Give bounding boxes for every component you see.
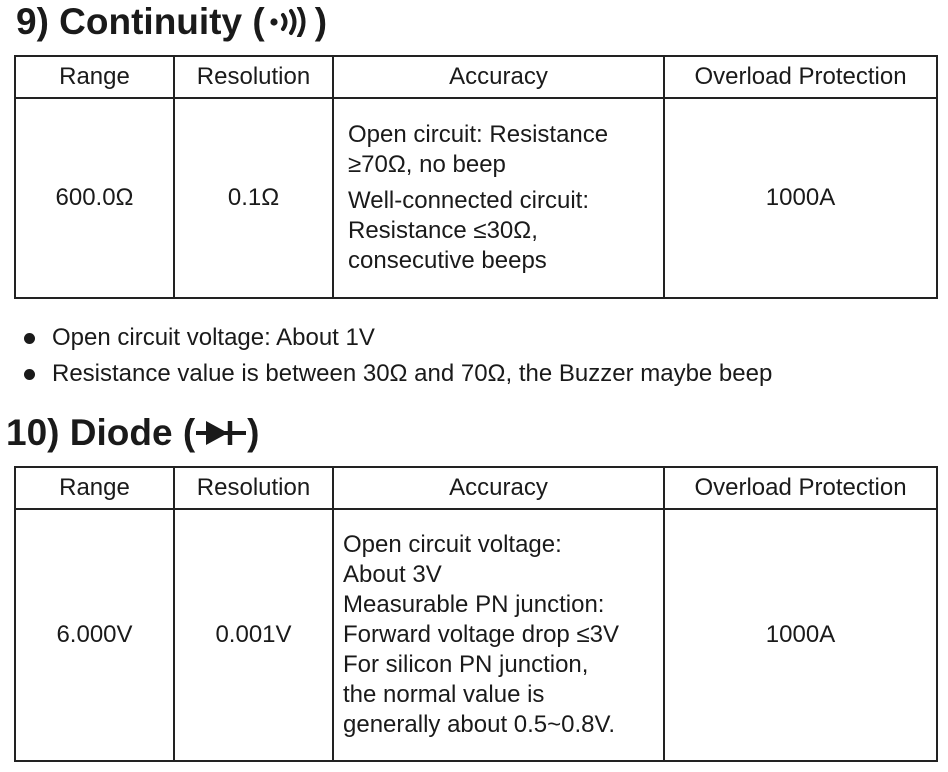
accuracy-line: consecutive beeps — [348, 247, 547, 274]
accuracy-line: About 3V — [343, 561, 442, 588]
accuracy-line: Well-connected circuit: — [348, 187, 589, 214]
header-resolution: Resolution — [174, 56, 333, 98]
note-text: Open circuit voltage: About 1V — [52, 324, 375, 351]
cell-resolution: 0.1Ω — [174, 98, 333, 298]
accuracy-line: Open circuit: Resistance — [348, 121, 609, 148]
list-item — [22, 320, 772, 356]
table-row — [15, 98, 937, 298]
cell-accuracy — [333, 98, 664, 298]
bullet-icon — [24, 333, 35, 344]
note-text: Resistance value is between 30Ω and 70Ω, the Buzzer maybe beep — [52, 360, 773, 387]
cell-range: 600.0Ω — [15, 98, 174, 298]
cell-overload: 1000A — [664, 509, 937, 761]
accuracy-line: Forward voltage drop ≤3V — [343, 621, 619, 648]
header-accuracy: Accuracy — [333, 467, 664, 509]
accuracy-line: For silicon PN junction, — [343, 651, 589, 678]
header-range: Range — [15, 467, 174, 509]
continuity-heading — [16, 0, 327, 44]
cell-resolution: 0.001V — [174, 509, 333, 761]
list-item — [22, 356, 772, 392]
diode-heading-close: ) — [247, 412, 260, 453]
header-overload-protection: Overload Protection — [664, 467, 937, 509]
cell-range: 6.000V — [15, 509, 174, 761]
diode-spec-table — [14, 466, 938, 762]
continuity-heading-text: 9) Continuity ( — [16, 1, 265, 42]
header-accuracy: Accuracy — [333, 56, 664, 98]
header-range: Range — [15, 56, 174, 98]
table-header-row — [15, 467, 937, 509]
cell-accuracy — [333, 509, 664, 761]
accuracy-line: the normal value is — [343, 681, 545, 708]
diode-icon — [196, 418, 246, 448]
accuracy-line: generally about 0.5~0.8V. — [343, 711, 616, 738]
bullet-icon — [24, 369, 35, 380]
diode-heading — [6, 411, 259, 455]
accuracy-line: Open circuit voltage: — [343, 531, 562, 558]
header-overload-protection: Overload Protection — [664, 56, 937, 98]
continuity-notes — [22, 320, 772, 392]
header-resolution: Resolution — [174, 467, 333, 509]
continuity-heading-close: ) — [314, 1, 328, 42]
accuracy-line: Measurable PN junction: — [343, 591, 605, 618]
accuracy-line: ≥70Ω, no beep — [348, 151, 506, 178]
diode-heading-text: 10) Diode ( — [6, 412, 196, 453]
cell-overload: 1000A — [664, 98, 937, 298]
continuity-beep-icon — [267, 7, 313, 37]
table-header-row — [15, 56, 937, 98]
continuity-spec-table — [14, 55, 938, 299]
table-row — [15, 509, 937, 761]
accuracy-line: Resistance ≤30Ω, — [348, 217, 538, 244]
